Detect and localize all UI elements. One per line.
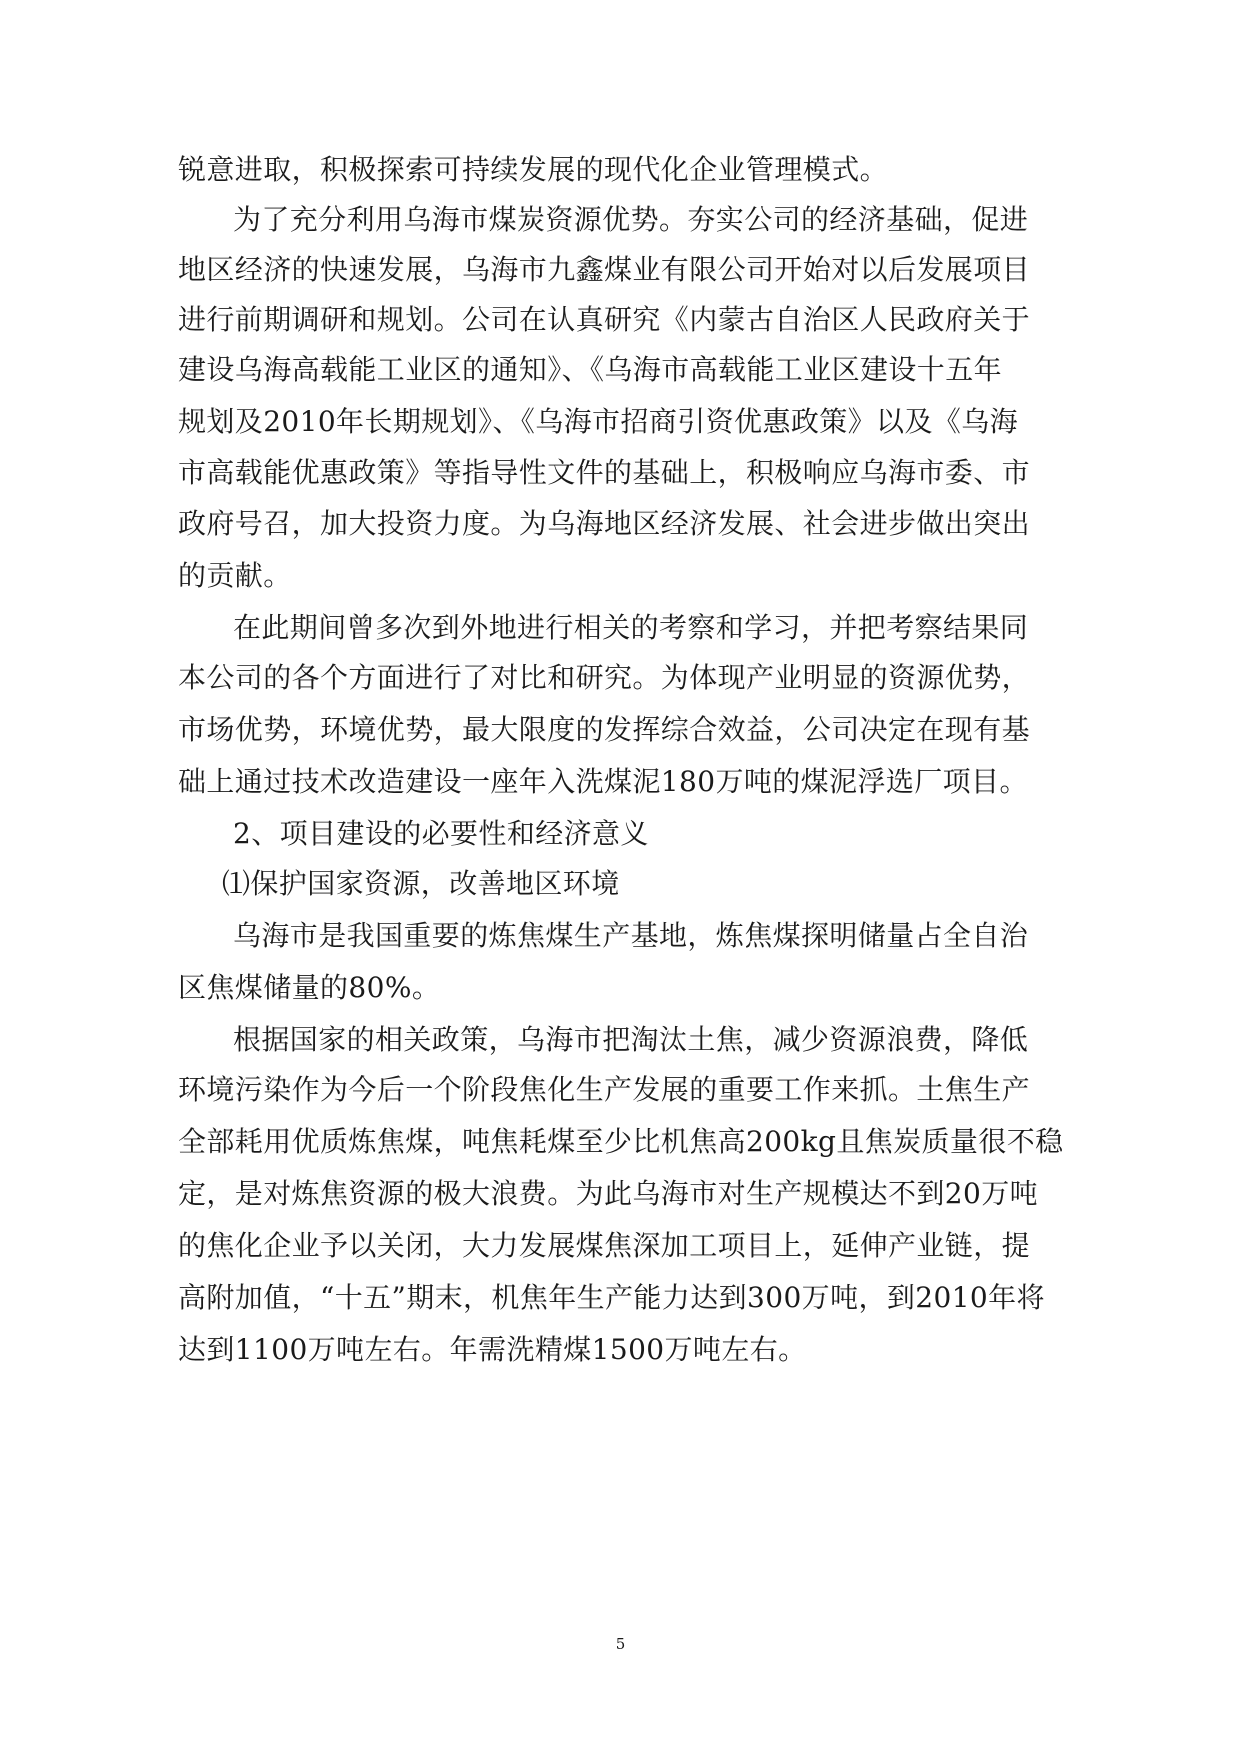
text-line: 市场优势，环境优势，最大限度的发挥综合效益，公司决定在现有基 — [178, 713, 1031, 746]
text-line: 地区经济的快速发展，乌海市九鑫煤业有限公司开始对以后发展项目 — [178, 253, 1031, 286]
text-line: 根据国家的相关政策，乌海市把淘汰土焦，减少资源浪费，降低 — [233, 1023, 1029, 1056]
text-line: 全部耗用优质炼焦煤，吨焦耗煤至少比机焦高200kg且焦炭质量很不稳 — [178, 1125, 1064, 1158]
page-number: 5 — [615, 1635, 626, 1653]
text-line: 本公司的各个方面进行了对比和研究。为体现产业明显的资源优势， — [178, 661, 1031, 694]
text-line: 的贡献。 — [178, 559, 292, 592]
text-line: 定，是对炼焦资源的极大浪费。为此乌海市对生产规模达不到20万吨 — [178, 1177, 1039, 1210]
subsection-heading: ⑴保护国家资源，改善地区环境 — [222, 867, 620, 900]
text-line: 建设乌海高载能工业区的通知》、《乌海市高载能工业区建设十五年 — [178, 353, 1003, 386]
text-line: 政府号召，加大投资力度。为乌海地区经济发展、社会进步做出突出 — [178, 507, 1031, 540]
text-line: 础上通过技术改造建设一座年入洗煤泥180万吨的煤泥浮选厂项目。 — [178, 765, 1028, 798]
text-line: 环境污染作为今后一个阶段焦化生产发展的重要工作来抓。土焦生产 — [178, 1073, 1031, 1106]
text-line: 锐意进取，积极探索可持续发展的现代化企业管理模式。 — [178, 153, 889, 186]
text-line: 市高载能优惠政策》等指导性文件的基础上，积极响应乌海市委、市 — [178, 456, 1031, 489]
section-heading: 2、项目建设的必要性和经济意义 — [233, 817, 649, 850]
text-line: 乌海市是我国重要的炼焦煤生产基地，炼焦煤探明储量占全自治 — [233, 919, 1029, 952]
text-line: 的焦化企业予以关闭，大力发展煤焦深加工项目上，延伸产业链，提 — [178, 1229, 1031, 1262]
text-line: 进行前期调研和规划。公司在认真研究《内蒙古自治区人民政府关于 — [178, 303, 1031, 336]
text-line: 规划及2010年长期规划》、《乌海市招商引资优惠政策》以及《乌海 — [178, 405, 1019, 438]
text-line: 高附加值，“十五”期末，机焦年生产能力达到300万吨，到2010年将 — [178, 1281, 1045, 1314]
text-line: 在此期间曾多次到外地进行相关的考察和学习，并把考察结果同 — [233, 611, 1029, 644]
text-line: 区焦煤储量的80%。 — [178, 971, 441, 1004]
text-line: 为了充分利用乌海市煤炭资源优势。夯实公司的经济基础，促进 — [233, 203, 1029, 236]
text-line: 达到1100万吨左右。年需洗精煤1500万吨左右。 — [178, 1333, 807, 1366]
